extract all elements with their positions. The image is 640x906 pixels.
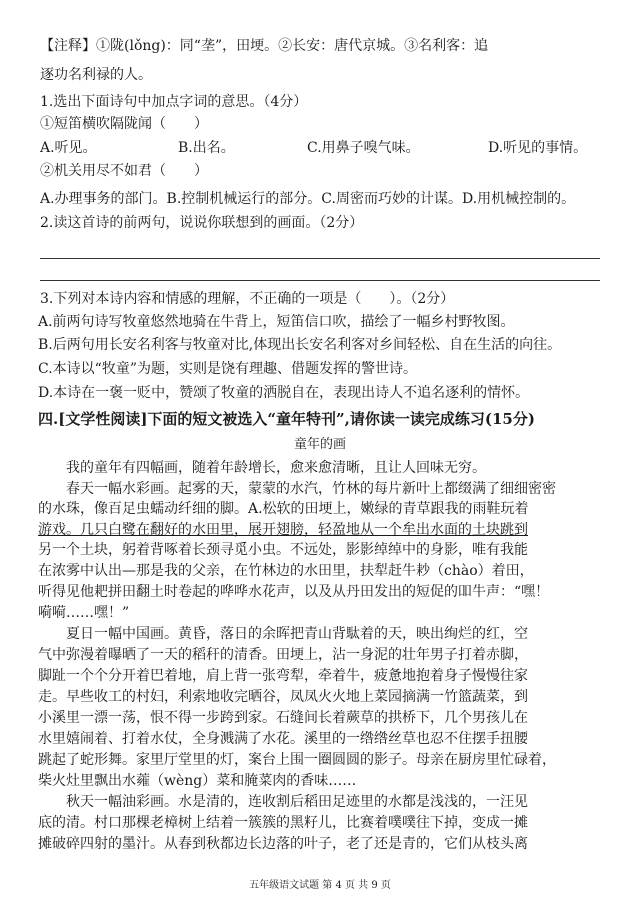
q3-option-d: D.本诗在一褒一贬中，赞颂了牧童的洒脱自在，表现出诗人不追名逐利的情怀。: [38, 385, 530, 401]
page-footer: 五年级语文试题 第 4 页 共 9 页: [249, 880, 391, 891]
article-line: 春天一幅水彩画。起雾的天，蒙蒙的水汽，竹林的每片新叶上都缀满了细细密密: [38, 481, 556, 497]
article-line: 夏日一幅中国画。黄昏，落日的余晖把青山背駄着的天，映出绚烂的红，空: [38, 626, 528, 642]
article-title: 童年的画: [293, 437, 346, 452]
article-line: 在浓雾中认出—那是我的父亲，在竹林边的水田里，扶犁赶牛耖（chào）着田，: [38, 563, 534, 579]
q3-option-c: C.本诗以“牧童”为题，实则是饶有理趣、借题发挥的警世诗。: [38, 361, 417, 377]
article-line: 底的清。村口那棵老樟树上结着一簇簇的黑籽儿，比赛着噗噗往下掉，变成一摊: [38, 815, 528, 831]
article-line: 秋天一幅油彩画。水是清的，连收割后稻田足迹里的水都是浅浅的，一汪见: [38, 794, 528, 810]
article-line: 另一个土块，躬着背啄着长颈寻觅小虫。不远处，影影绰绰中的身影，唯有我能: [38, 542, 528, 558]
q3-option-b: B.后两句用长安名利客与牧童对比,体现出长安名利客对乡间轻松、自在生活的向往。: [38, 337, 562, 353]
article-line: 跳起了蛇形舞。家里厅堂里的灯，案台上围一圈圆圆的影子。母亲在厨房里忙碌着，: [38, 752, 556, 768]
q1-item1-option-c: C.用鼻子嗅气味。: [307, 140, 420, 156]
section4-heading: 四.[文学性阅读]下面的短文被选入“童年特刊”,请你读一读完成练习(15分): [38, 410, 535, 428]
q1-item1-option-b: B.出名。: [178, 140, 235, 156]
article-line: 柴火灶里飘出水蕹（wèng）菜和腌菜肉的香味……: [38, 773, 357, 789]
q1-item2: ②机关用尽不如君（ ）: [40, 163, 208, 179]
q3-option-a: A.前两句诗写牧童悠然地骑在牛背上，短笛信口吹，描绘了一幅乡村野牧图。: [38, 314, 515, 330]
article-line: 摊破碎四射的墨汁。从春到秋都边长边落的叶子，老了还是青的，它们从枝头离: [38, 836, 528, 852]
answer-line-2[interactable]: [40, 280, 600, 281]
q1-item1: ①短笛横吹隔陇闻（ ）: [40, 116, 208, 132]
q1-item2-options: A.办理事务的部门。B.控制机械运行的部分。C.周密而巧妙的计谋。D.用机械控制的。: [40, 191, 576, 207]
q2-prompt: 2.读这首诗的前两句，说说你联想到的画面。（2分）: [40, 215, 364, 231]
article-line: 我的童年有四幅画，随着年龄增长，愈来愈清晰，且让人回味无穷。: [38, 460, 486, 476]
note-line-1: 【注释】①陇(lǒng)：同“垄”，田埂。②长安：唐代京城。③名利客：追: [40, 38, 489, 54]
article-line: 水里嬉闹着、打着水仗，全身溅满了水花。溪里的一绺绺丝草也忍不住摆手扭腰: [38, 731, 528, 747]
q1-item1-option-d: D.听见的事情。: [488, 140, 588, 156]
article-line: 小溪里一漂一荡，恨不得一步跨到家。石缝间长着蕨草的拱桥下，几个男孩儿在: [38, 710, 528, 726]
q3-prompt: 3.下列对本诗内容和情感的理解，不正确的一项是（ ）。（2分）: [40, 291, 455, 307]
article-line: 气中弥漫着曝晒了一天的稻秆的清香。田埂上，沾一身泥的壮年男子打着赤脚，: [38, 647, 528, 663]
note-line-2: 逐功名利禄的人。: [40, 67, 152, 83]
q1-item1-option-a: A.听见。: [40, 140, 97, 156]
q1-prompt: 1.选出下面诗句中加点字词的意思。（4分）: [40, 94, 308, 110]
article-line: 嗬嗬……嘿！”: [38, 605, 130, 621]
article-line: 走。早些收工的村妇，利索地收完晒谷，凤凤火火地上菜园摘满一竹篮蔬菜，到: [38, 689, 528, 705]
article-line: 脚趾一个个分开着巴着地，肩上背一张弯犁，牵着牛，疲惫地抱着身子慢慢往家: [38, 668, 528, 684]
article-line: 听得见他耙拼田翻土时卷起的哗哗水花声，以及从丹田发出的短促的吅牛声：“嘿！: [38, 584, 550, 600]
answer-line-1[interactable]: [40, 258, 600, 259]
article-line: 游戏。几只白鹭在翻好的水田里，展开翅膀，轻盈地从一个牟出水面的土块跳到: [38, 522, 528, 538]
article-line: 的水珠，像百足虫蠕动纤细的脚。A.松软的田埂上，嫩绿的青草跟我的雨鞋玩着: [38, 501, 529, 517]
